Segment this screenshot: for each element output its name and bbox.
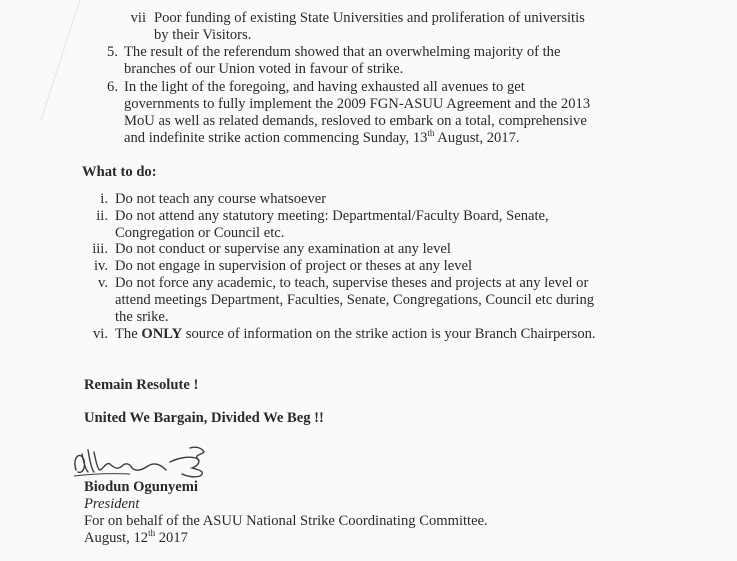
remain-resolute: Remain Resolute ! [84, 377, 199, 393]
handwritten-signature [70, 440, 230, 482]
list-item-v-line2: attend meetings Department, Faculties, Senate, Congregations, Council etc during [115, 292, 595, 308]
list-number-vi: vi. [93, 326, 108, 342]
list-item-iii: Do not conduct or supervise any examination at any level [115, 241, 451, 257]
list-item-v-line3: the srike. [115, 309, 169, 325]
list-number-v: v. [98, 275, 108, 291]
list-item-ii-line1: Do not attend any statutory meeting: Departmental/Faculty Board, Senate, [115, 208, 549, 224]
list-number-iv: iv. [93, 258, 108, 274]
list-item-6-line4: and indefinite strike action commencing Sunday, 13th August, 2017. [124, 128, 520, 146]
letter-date: August, 12th 2017 [84, 528, 188, 546]
what-to-do-heading: What to do: [82, 164, 157, 180]
united-we-bargain: United We Bargain, Divided We Beg !! [84, 410, 324, 426]
list-item-v-line1: Do not force any academic, to teach, supervise theses and projects at any level or [115, 275, 589, 291]
list-item-vi: The ONLY source of information on the strike action is your Branch Chairperson. [115, 326, 596, 342]
list-number-6: 6. [107, 79, 118, 95]
on-behalf-of: For on behalf of the ASUU National Strike Coordinating Committee. [84, 513, 488, 529]
list-number-iii: iii. [92, 241, 108, 257]
list-item-iv: Do not engage in supervision of project or theses at any level [115, 258, 473, 274]
list-number-ii: ii. [96, 208, 108, 224]
list-item-ii-line2: Congregation or Council etc. [115, 225, 285, 241]
list-item-5-line1: The result of the referendum showed that an overwhelming majority of the [124, 44, 561, 60]
signatory-title: President [84, 496, 140, 512]
list-item-6-line3: MoU as well as related demands, resloved to embark on a total, comprehensive [124, 113, 587, 129]
list-number-i: i. [100, 191, 108, 207]
list-item-vii-line1: Poor funding of existing State Universities and proliferation of universitis [154, 10, 585, 26]
list-item-6-line2: governments to fully implement the 2009 FGN-ASUU Agreement and the 2013 [124, 96, 591, 112]
list-item-vii-line2: by their Visitors. [154, 27, 252, 43]
signatory-name: Biodun Ogunyemi [84, 479, 198, 495]
only-emphasis: ONLY [141, 326, 183, 342]
list-number-5: 5. [107, 44, 118, 60]
list-item-i: Do not teach any course whatsoever [115, 191, 327, 207]
paper-fold-mark [0, 0, 80, 120]
list-number-vii: vii [130, 10, 146, 26]
list-item-5-line2: branches of our Union voted in favour of strike. [124, 61, 404, 77]
list-item-6-line1: In the light of the foregoing, and having exhausted all avenues to get [124, 79, 525, 95]
